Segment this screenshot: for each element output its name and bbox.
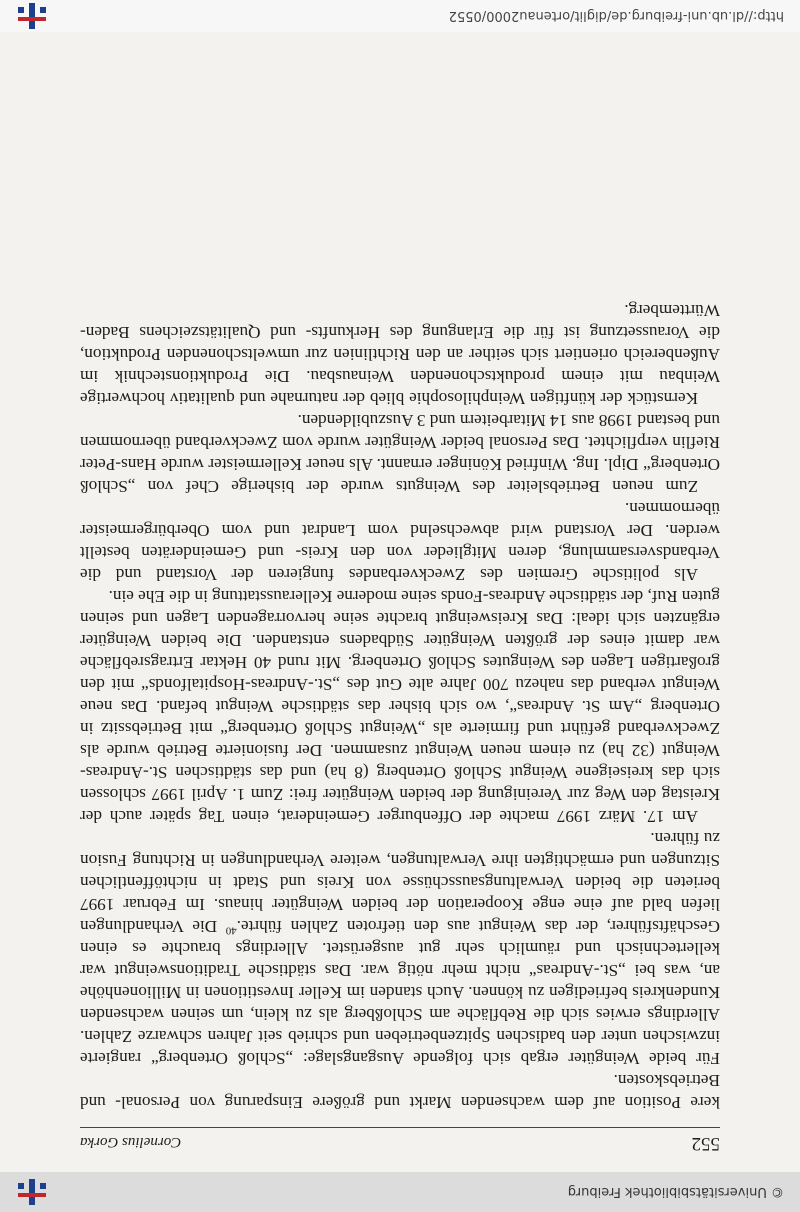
paragraph: Kernstück der künftigen Weinphilosophie blieb der naturnahe und qualitativ hochwertige Weinbau mit einem produktschonenden Weinausbau. Die Produktionstechnik im Außenbereich orientiert sich seither an den Richtlinien zur umweltschonenden Produktion, die Voraussetzung ist für die Erlangung des Herkunfts- und Qualitätszeichens Baden-Württemberg. <box>80 301 720 408</box>
body-text <box>80 299 720 1113</box>
paragraph: Am 17. März 1997 machte der Offenburger Gemeinderat, einen Tag später auch der Kreistag den Weg zur Vereinigung der beiden Weingüter frei: Zum 1. April 1997 schlossen sich das kreiseigene Weingut Schloß Ortenberg (8 ha) und das städtischen St.-Andreas-Weingut (32 ha) zu einem neuen Weingut zusammen. Der fusionierte Betrieb wurde als Zweckverband geführt und firmierte als „Weingut Schloß Ortenberg“ mit Betriebssitz in Ortenberg „Am St. Andreas“, wo sich bisher das städtische Weingut befand. Das neue Weingut verband das nahezu 700 Jahre alte Gut des „St.-Andreas-Hospitalfonds“ mit den großartigen Lagen des Weingutes Schloß Ortenberg. Mit rund 40 Hektar Ertragsrebfläche war damit eines der größten Weingüter Südbadens entstanden. Die beiden Weingüter ergänzten sich ideal: Das Kreisweingut brachte seine hervorragenden Lagen und seinen guten Ruf, der städtische Andreas-Fonds seine moderne Kellerausstattung in die Ehe ein. <box>80 587 720 826</box>
paragraph: kere Position auf dem wachsenden Markt und größere Einsparung von Personal- und Betriebskosten. <box>80 1071 720 1112</box>
university-logo-icon <box>12 1 52 31</box>
running-head-author: Cornelius Gorka <box>80 1134 182 1150</box>
document-page <box>80 299 720 1154</box>
paragraph: Für beide Weingüter ergab sich folgende Ausgangslage: „Schloß Ortenberg“ rangierte inzwischen unter den badischen Spitzenbetrieben und schrieb seit Jahren schwarze Zahlen. Allerdings erwies sich die Rebfläche am Schloßberg als zu klein, um seinen wachsenden Kundenkreis befriedigen zu können. Auch standen im Keller Investitionen in Millionenhöhe an, was bei „St.-Andreas“ nicht mehr nötig war. Das städtische Traditionsweingut war kellertechnisch und räumlich sehr gut ausgerüstet. Allerdings brauchte es einen Geschäftsführer, der das Weingut aus den tiefroten Zahlen führte.$^{40}$ Die Verhandlungen liefen bald auf eine enge Kooperation der beiden Weingüter hinaus. Im Februar 1997 berieten die beiden Verwaltungsausschüsse von Kreis und Stadt in nichtöffentlichen Sitzungen und ermächtigten ihre Verwaltungen, weitere Verhandlungen in Richtung Fusion zu führen. <box>80 829 720 1068</box>
paragraph: Als politische Gremien des Zweckverbandes fungieren der Vorstand und die Verbandsversammlung, deren Mitglieder von den Kreis- und Gemeinderäten bestellt werden. Der Vorstand wird abwechselnd vom Landrat und vom Oberbürgermeister übernommen. <box>80 499 720 584</box>
paragraph: Zum neuen Betriebsleiter des Weinguts wurde der bisherige Chef von „Schloß Ortenberg“ Dipl. Ing. Winfried Köninger ernannt. Als neuer Kellermeister wurde Hans-Peter Rieflin verpflichtet. Das Personal beider Weingüter wurde vom Zweckverband übernommen und bestand 1998 aus 14 Mitarbeitern und 3 Auszubildenden. <box>80 411 720 496</box>
university-logo-icon <box>12 1177 52 1207</box>
page-header <box>80 1127 720 1154</box>
page-url[interactable]: http://dl.ub.uni-freiburg.de/diglit/ortenau2000/0552 <box>448 8 784 24</box>
footnote-marker: 40 <box>225 924 237 937</box>
copyright-label: © Universitätsbibliothek Freiburg <box>567 1184 784 1200</box>
page-number: 552 <box>691 1133 720 1154</box>
viewer-toolbar <box>0 1172 800 1212</box>
viewer-url-bar <box>0 0 800 32</box>
